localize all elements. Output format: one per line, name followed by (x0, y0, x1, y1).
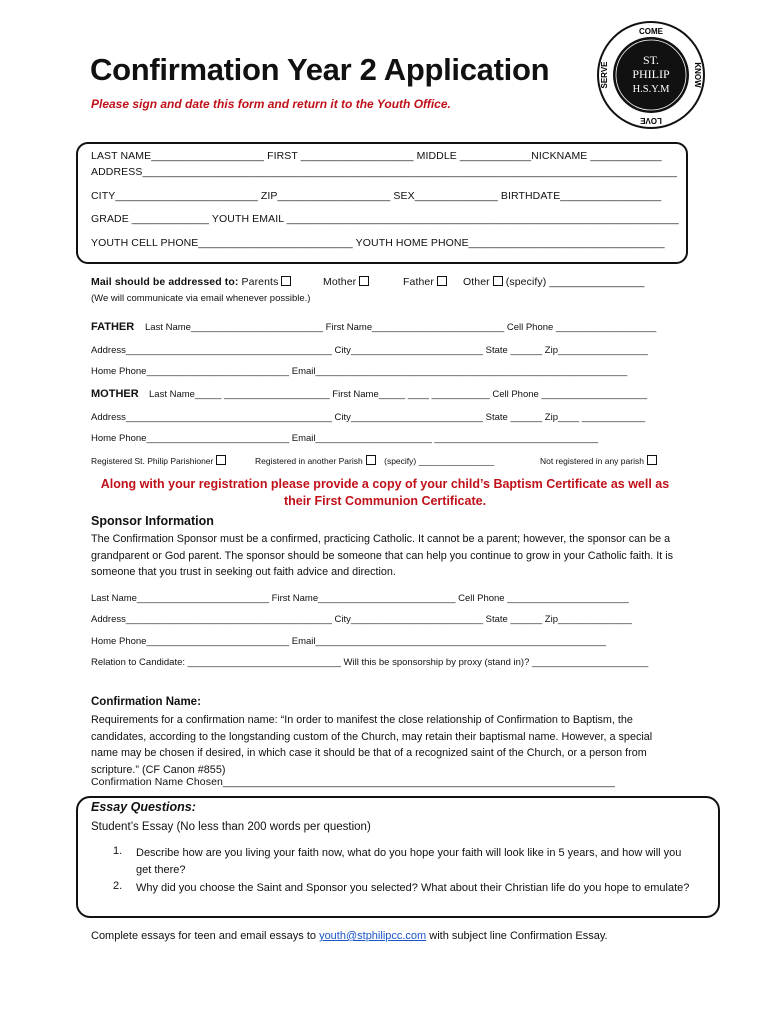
youth-city-line[interactable]: CITY________________________ ZIP___________________ SEX______________ BIRTHDATE_________________ (91, 190, 662, 202)
mother-address-line[interactable]: Address_______________________________________ City_________________________ State ______ Zip____ ____________ (91, 412, 646, 423)
logo-top-text: COME (639, 27, 663, 36)
mail-option-mother: Mother (323, 276, 357, 288)
sponsor-address-line[interactable]: Address_______________________________________ City_________________________ State ______ Zip______________ (91, 614, 632, 625)
parents-checkbox[interactable] (281, 276, 291, 286)
father-checkbox[interactable] (437, 276, 447, 286)
registered-another-label: Registered in another Parish (255, 456, 363, 466)
sponsor-contact-line[interactable]: Home Phone___________________________ Email_______________________________________________________ (91, 636, 607, 647)
essay-question-1: Describe how are you living your faith now, what do you hope your faith will look like in 5 years, and how will you get there? (136, 847, 682, 876)
parish-specify-line[interactable]: (specify) ________________ (384, 456, 495, 466)
essay-question-2: Why did you choose the Saint and Sponsor you selected? What about their Christian life do you hope to emulate? (136, 882, 690, 894)
mail-address-row (91, 276, 291, 288)
sponsor-heading: Sponsor Information (91, 514, 214, 528)
mail-option-other: Other (463, 276, 490, 288)
sponsor-description: The Confirmation Sponsor must be a confirmed, practicing Catholic. It cannot be a parent; however, the sponsor can be a grandparent or God parent. The sponsor should be someone that can help you continue to grow in your Catholic faith. It is someone that you trust in seeking out faith advice and direction. (91, 533, 673, 578)
mail-option-father: Father (403, 276, 434, 288)
not-registered-label: Not registered in any parish (540, 456, 644, 466)
mother-name-line[interactable]: Last Name_____ ____________________ First Name_____ ____ ___________ Cell Phone ____________________ (149, 389, 648, 400)
father-address-line[interactable]: Address_______________________________________ City_________________________ State ______ Zip_________________ (91, 345, 648, 356)
youth-grade-email-line[interactable]: GRADE _____________ YOUTH EMAIL __________________________________________________________________ (91, 213, 679, 225)
footer-text-before: Complete essays for teen and email essays to (91, 930, 320, 942)
mail-other-group (463, 276, 644, 288)
youth-name-line[interactable]: LAST NAME___________________ FIRST ___________________ MIDDLE ____________NICKNAME ____________ (91, 150, 662, 162)
mother-label: MOTHER (91, 388, 139, 400)
mail-label: Mail should be addressed to: (91, 276, 239, 288)
confirmation-name-requirements: Requirements for a confirmation name: “In order to manifest the close relationship of Confirmation to Baptism, the candidates, according to the longstanding custom of the Church, may retain their baptismal name. However, a special name may be chosen if desired, in which case it should be that of a recognized saint of the Church, or a person from scripture.” (CF Canon #855) (91, 714, 653, 776)
other-checkbox[interactable] (493, 276, 503, 286)
logo-right-text: KNOW (693, 62, 702, 88)
essay-q1-number: 1. (113, 845, 123, 857)
youth-address-line[interactable]: ADDRESS__________________________________________________________________________________________ (91, 166, 678, 178)
father-name-line[interactable]: Last Name_________________________ First Name_________________________ Cell Phone ___________________ (145, 322, 657, 333)
sponsor-relation-line[interactable]: Relation to Candidate: _____________________________ Will this be sponsorship by proxy (stand in)? ______________________ (91, 657, 649, 668)
registered-st-philip-checkbox[interactable] (216, 455, 226, 465)
parish-logo (596, 20, 706, 130)
footer-text-after: with subject line Confirmation Essay. (426, 930, 608, 942)
logo-line3: H.S.Y.M (632, 84, 670, 95)
mail-option-parents: Parents (241, 276, 279, 288)
mail-note: (We will communicate via email whenever possible.) (91, 293, 311, 304)
logo-left-text: SERVE (600, 61, 609, 89)
certificate-notice: Along with your registration please provide a copy of your child’s Baptism Certificate as well as their First Communion Certificate. (100, 477, 670, 508)
logo-line2: PHILIP (632, 67, 670, 81)
parish-another-group (255, 455, 494, 466)
essay-intro: Student’s Essay (No less than 200 words per question) (91, 821, 371, 833)
parish-none-group (540, 455, 657, 466)
mail-father-group (403, 276, 447, 288)
sponsor-name-line[interactable]: Last Name_________________________ First Name__________________________ Cell Phone _______________________ (91, 593, 629, 604)
youth-email-link[interactable]: youth@stphilipcc.com (319, 930, 427, 942)
confirmation-name-heading: Confirmation Name: (91, 696, 201, 708)
essay-q2-number: 2. (113, 880, 123, 892)
essay-heading: Essay Questions: (91, 800, 196, 814)
logo-bottom-text: LOVE (640, 116, 662, 125)
father-contact-line[interactable]: Home Phone___________________________ Email___________________________________________________________ (91, 366, 628, 377)
youth-phone-line[interactable]: YOUTH CELL PHONE__________________________ YOUTH HOME PHONE_________________________________ (91, 237, 665, 249)
father-label: FATHER (91, 321, 135, 333)
registered-st-philip-label: Registered St. Philip Parishioner (91, 456, 214, 466)
mail-specify-line[interactable]: (specify) ________________ (505, 276, 645, 288)
page-title: Confirmation Year 2 Application (90, 52, 550, 87)
confirmation-name-chosen-line[interactable]: Confirmation Name Chosen__________________________________________________________________ (91, 776, 615, 788)
not-registered-checkbox[interactable] (647, 455, 657, 465)
logo-line1: ST. (642, 53, 660, 67)
mother-contact-line[interactable]: Home Phone___________________________ Email______________________ _______________________________ (91, 433, 599, 444)
registered-another-checkbox[interactable] (366, 455, 376, 465)
parish-registered-group (91, 455, 226, 466)
mail-mother-group (323, 276, 369, 288)
page-subtitle: Please sign and date this form and return it to the Youth Office. (91, 97, 451, 111)
footer-instructions (91, 928, 671, 945)
mother-checkbox[interactable] (359, 276, 369, 286)
